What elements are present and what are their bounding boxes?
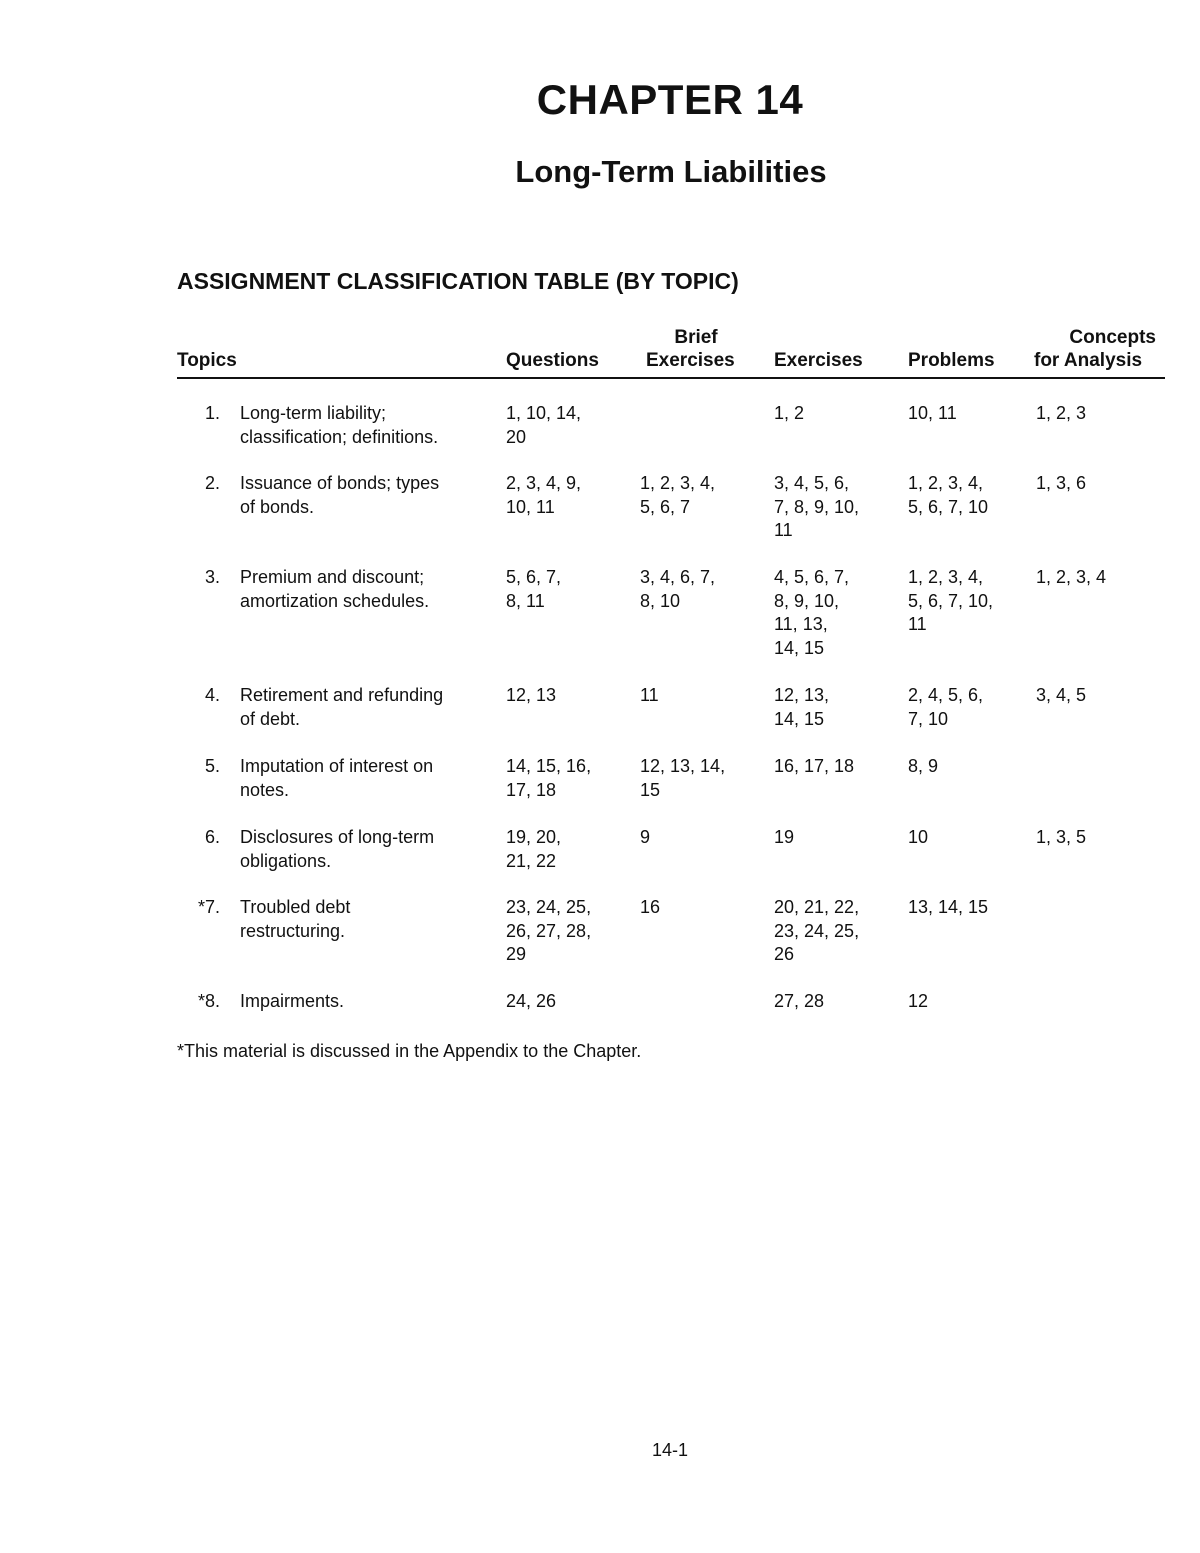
problems-cell: 13, 14, 15 [908,897,989,917]
brief-exercises-cell: 12, 13, 14, 15 [640,756,726,800]
questions-cell: 24, 26 [506,991,557,1011]
brief-exercises-cell: 11 [640,685,659,705]
questions-cell: 2, 3, 4, 9, 10, 11 [506,473,582,517]
header-brief-exercises-line2: Exercises [646,350,735,371]
header-concepts-line1: Concepts [1069,327,1156,348]
header-topics: Topics [177,350,237,371]
appendix-footnote: *This material is discussed in the Appendix to the Chapter. [177,1041,642,1061]
problems-cell: 10 [908,827,929,847]
header-problems: Problems [908,350,995,371]
questions-cell: 5, 6, 7, 8, 11 [506,567,562,611]
header-brief-exercises-line1: Brief [674,327,718,348]
header-questions: Questions [506,350,599,371]
chapter-subtitle: Long-Term Liabilities [515,154,827,189]
concepts-cell: 3, 4, 5 [1036,685,1087,705]
problems-cell: 1, 2, 3, 4, 5, 6, 7, 10, 11 [908,567,994,634]
topic-number: 3. [204,567,220,587]
concepts-cell: 1, 2, 3, 4 [1036,567,1107,587]
chapter-title: CHAPTER 14 [536,76,804,123]
exercises-cell: 1, 2 [774,403,805,423]
exercises-cell: 27, 28 [774,991,825,1011]
header-rule [177,377,1165,379]
questions-cell: 14, 15, 16, 17, 18 [506,756,592,800]
exercises-cell: 4, 5, 6, 7, 8, 9, 10, 11, 13, 14, 15 [774,567,850,658]
topic-name: Issuance of bonds; types of bonds. [240,473,440,517]
questions-cell: 1, 10, 14, 20 [506,403,582,447]
concepts-cell: 1, 3, 6 [1036,473,1087,493]
brief-exercises-cell: 3, 4, 6, 7, 8, 10 [640,567,716,611]
problems-cell: 2, 4, 5, 6, 7, 10 [908,685,984,729]
table-heading: ASSIGNMENT CLASSIFICATION TABLE (BY TOPIC) [177,268,739,294]
topic-name: Premium and discount; amortization schedules. [240,567,430,611]
topic-number: 1. [204,403,220,423]
exercises-cell: 3, 4, 5, 6, 7, 8, 9, 10, 11 [774,473,860,540]
brief-exercises-cell: 16 [640,897,661,917]
problems-cell: 8, 9 [908,756,939,776]
brief-exercises-cell: 9 [640,827,651,847]
problems-cell: 12 [908,991,929,1011]
exercises-cell: 12, 13, 14, 15 [774,685,830,729]
topic-name: Disclosures of long-term obligations. [240,827,435,871]
topic-name: Impairments. [240,991,345,1011]
exercises-cell: 19 [774,827,795,847]
questions-cell: 19, 20, 21, 22 [506,827,562,871]
topic-name: Troubled debt restructuring. [240,897,351,941]
problems-cell: 1, 2, 3, 4, 5, 6, 7, 10 [908,473,989,517]
concepts-cell: 1, 3, 5 [1036,827,1087,847]
page-number: 14-1 [651,1440,689,1460]
concepts-cell: 1, 2, 3 [1036,403,1087,423]
topic-number: *7. [197,897,220,917]
topic-number: *8. [197,991,220,1011]
exercises-cell: 20, 21, 22, 23, 24, 25, 26 [774,897,860,964]
questions-cell: 23, 24, 25, 26, 27, 28, 29 [506,897,592,964]
topic-number: 5. [204,756,220,776]
questions-cell: 12, 13 [506,685,557,705]
exercises-cell: 16, 17, 18 [774,756,855,776]
header-concepts-line2: for Analysis [1034,350,1143,371]
header-exercises: Exercises [774,350,863,371]
topic-number: 6. [204,827,220,847]
topic-number: 2. [204,473,220,493]
topic-name: Long-term liability; classification; definitions. [240,403,439,447]
brief-exercises-cell: 1, 2, 3, 4, 5, 6, 7 [640,473,716,517]
topic-name: Imputation of interest on notes. [240,756,434,800]
topic-number: 4. [204,685,220,705]
problems-cell: 10, 11 [908,403,957,423]
topic-name: Retirement and refunding of debt. [240,685,444,729]
